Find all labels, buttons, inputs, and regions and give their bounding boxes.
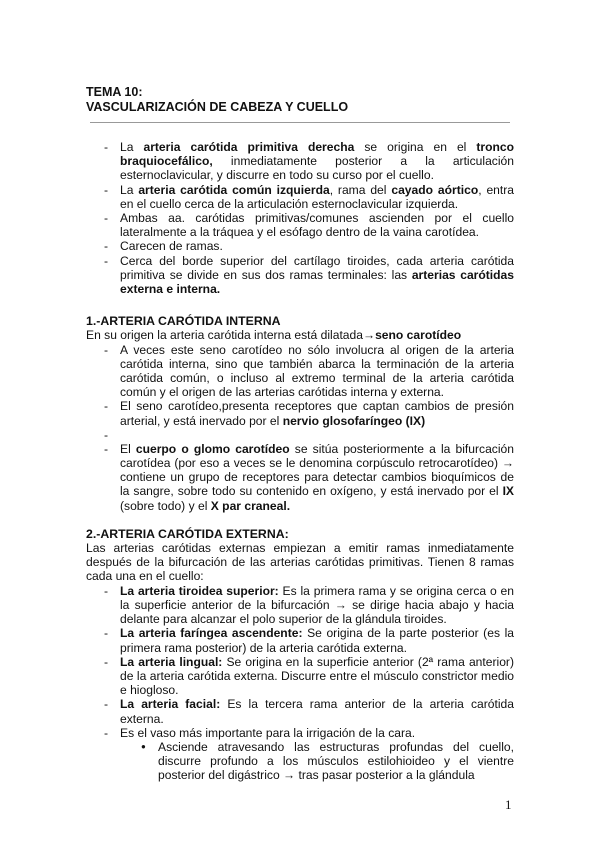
document-body bbox=[86, 140, 514, 783]
bold-term: nervio glosofaríngeo (IX) bbox=[282, 413, 426, 428]
bold-term: arteria carótida común izquierda bbox=[138, 182, 330, 197]
list-spacer bbox=[86, 428, 514, 442]
external-carotid-list bbox=[86, 584, 514, 740]
bold-term: X par craneal. bbox=[210, 498, 291, 513]
list-item: - El seno carotídeo,presenta receptores que captan cambios de presión arterial, y está inervado por el nervio glosofaríngeo (IX) bbox=[86, 399, 514, 427]
bold-term: arteria carótida primitiva derecha bbox=[143, 140, 355, 154]
bold-term: La arteria tiroidea superior: bbox=[120, 583, 279, 598]
section-intro: En su origen la arteria carótida interna está dilatada→seno carotídeo bbox=[86, 328, 462, 343]
list-item: - La arteria carótida común izquierda, rama del cayado aórtico, entra en el cuello cerca de la articulación esternoclavicular izquierda. bbox=[86, 183, 514, 211]
list-item: - La arteria facial: Es la tercera rama anterior de la arteria carótida externa. bbox=[86, 697, 514, 725]
bold-term: seno carotídeo bbox=[375, 328, 462, 343]
bold-term: cayado aórtico bbox=[391, 182, 479, 197]
bold-term: IX bbox=[502, 484, 514, 499]
facial-artery-sublist bbox=[86, 740, 514, 783]
bold-term: cuerpo o glomo carotídeo bbox=[135, 441, 290, 456]
bold-term: La arteria faríngea ascendente: bbox=[120, 626, 303, 641]
internal-carotid-list bbox=[86, 343, 514, 513]
list-item: - El cuerpo o glomo carotídeo se sitúa posteriormente a la bifurcación carotídea (por eso a veces se le denomina corpúsculo retrocarotídeo) → contiene un grupo de receptores para detectar cambios bioquímicos de la sangre, sobre todo su contenido en oxígeno, y está inervado por el IX (sobre todo) y el X par craneal. bbox=[86, 442, 514, 513]
list-item: - La arteria carótida primitiva derecha se origina en el tronco braquiocefálico, inmediatamente posterior a la articulación esternoclavicular, y discurre en todo su curso por el cuello. bbox=[86, 140, 514, 183]
page-number: 1 bbox=[505, 797, 512, 812]
list-item: - Carecen de ramas. bbox=[86, 239, 514, 253]
section-heading-external-carotid: 2.-ARTERIA CARÓTIDA EXTERNA: bbox=[86, 526, 289, 541]
intro-list bbox=[86, 140, 514, 296]
section-intro: Las arterias carótidas externas empiezan a emitir ramas inmediatamente después de la bifurcación de las arterias carótidas primitivas. Tienen 8 ramas cada una en el cuello: bbox=[86, 541, 514, 584]
title-line-1: TEMA 10: bbox=[86, 85, 143, 99]
list-item: - Cerca del borde superior del cartílago tiroides, cada arteria carótida primitiva se divide en sus dos ramas terminales: las arterias carótidas externa e interna. bbox=[86, 254, 514, 297]
list-item: - La arteria tiroidea superior: Es la primera rama y se origina cerca o en la superficie anterior de la bifurcación → se dirige hacia abajo y hacia delante para alcanzar el polo superior de la glándula tiroides. bbox=[86, 584, 514, 627]
bold-term: arterias carótidas externa e interna. bbox=[120, 267, 515, 297]
document-title bbox=[86, 85, 516, 115]
bold-term: La arteria facial: bbox=[120, 697, 221, 712]
title-line-2: VASCULARIZACIÓN DE CABEZA Y CUELLO bbox=[86, 100, 349, 114]
title-divider bbox=[90, 122, 510, 123]
list-item: - Ambas aa. carótidas primitivas/comunes ascienden por el cuello lateralmente a la tráquea y el esófago dentro de la vaina carotídea. bbox=[86, 211, 514, 239]
list-item: - La arteria faríngea ascendente: Se origina de la parte posterior (es la primera rama posterior) de la arteria carótida externa. bbox=[86, 626, 514, 654]
sub-list-item: ● Asciende atravesando las estructuras profundas del cuello, discurre profundo a los músculos estilohioideo y el vientre posterior del digástrico → tras pasar posterior a la glándula bbox=[86, 740, 514, 783]
list-item: - La arteria lingual: Se origina en la superficie anterior (2ª rama anterior) de la arteria carótida externa. Discurre entre el músculo constrictor medio e hiogloso. bbox=[86, 655, 514, 698]
bold-term: La arteria lingual: bbox=[120, 654, 223, 669]
bold-term: tronco braquiocefálico, bbox=[120, 140, 514, 169]
list-item: - A veces este seno carotídeo no sólo involucra al origen de la arteria carótida interna, sino que también abarca la terminación de la arteria carótida común, o incluso al extremo terminal de la arteria carótida común y el origen de las arterias carótidas interna y externa. bbox=[86, 343, 514, 400]
list-item: - Es el vaso más importante para la irrigación de la cara. bbox=[86, 726, 514, 740]
section-heading-internal-carotid: 1.-ARTERIA CARÓTIDA INTERNA bbox=[86, 314, 281, 329]
